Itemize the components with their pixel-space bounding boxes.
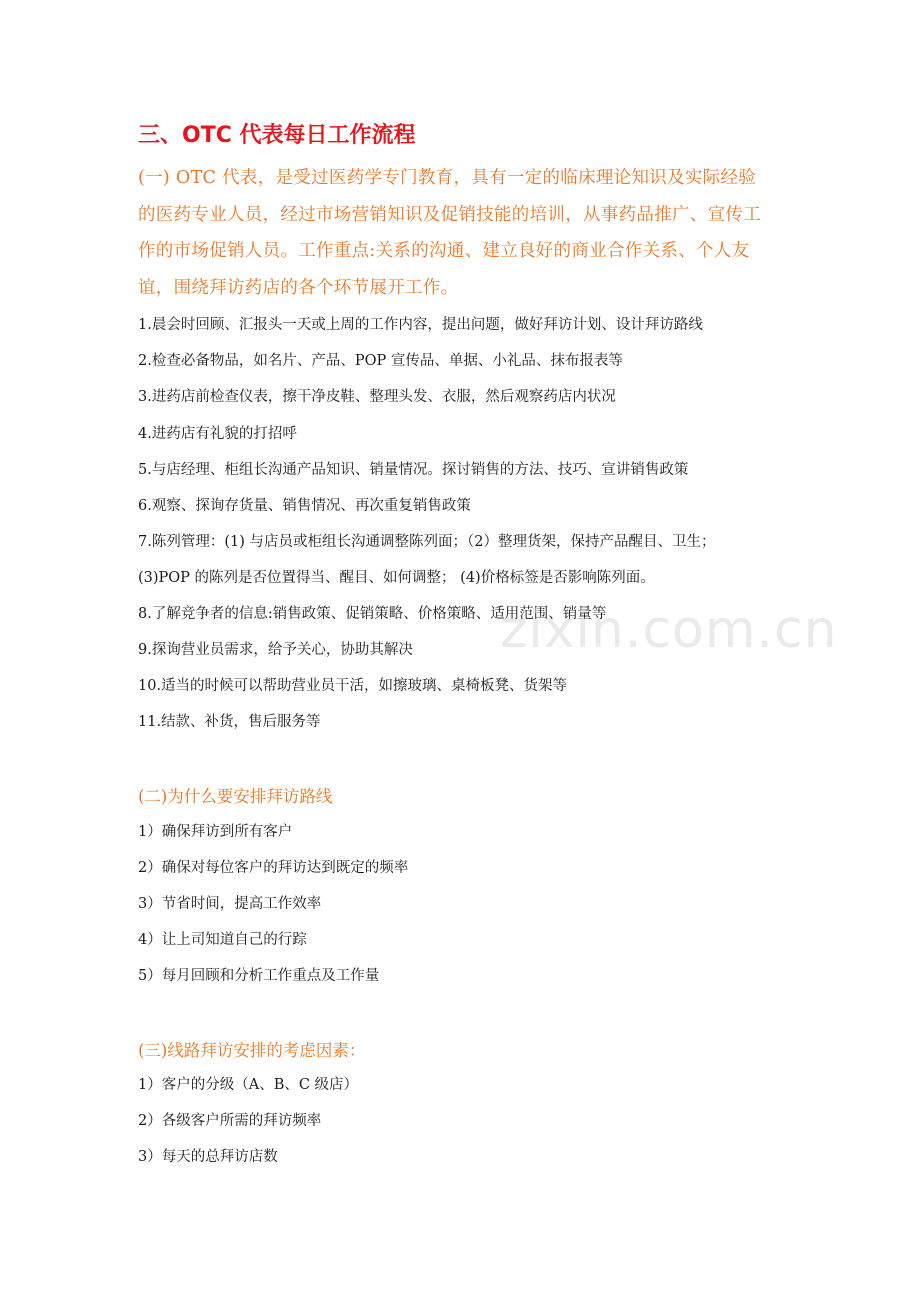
daily-item: (3)POP 的陈列是否位置得当、醒目、如何调整； (4)价格标签是否影响陈列面。 xyxy=(138,570,655,586)
list-item: 4）让上司知道自己的行踪 xyxy=(138,932,307,948)
daily-item: 2.检查必备物品，如名片、产品、POP 宣传品、单据、小礼品、抹布报表等 xyxy=(138,353,623,369)
list-item: 5）每月回顾和分析工作重点及工作量 xyxy=(138,968,380,984)
daily-item: 4.进药店有礼貌的打招呼 xyxy=(138,426,297,442)
watermark-text: zixin.com.cn xyxy=(500,600,838,660)
daily-item: 10.适当的时候可以帮助营业员干活，如擦玻璃、桌椅板凳、货架等 xyxy=(138,678,568,694)
daily-item: 7.陈列管理：(1) 与店员或柜组长沟通调整陈列面；（2）整理货架，保持产品醒目、卫生； xyxy=(138,534,716,550)
list-item: 3）节省时间，提高工作效率 xyxy=(138,896,322,912)
list-item: 2）各级客户所需的拜访频率 xyxy=(138,1113,322,1129)
daily-item: 8.了解竞争者的信息:销售政策、促销策略、价格策略、适用范围、销量等 xyxy=(138,606,607,622)
list-item: 1）确保拜访到所有客户 xyxy=(138,824,293,840)
intro-paragraph xyxy=(138,160,786,306)
daily-item: 3.进药店前检查仪表，擦干净皮鞋、整理头发、衣服，然后观察药店内状况 xyxy=(138,389,616,405)
page-title: 三、OTC 代表每日工作流程 xyxy=(138,123,416,148)
intro-line: 的医药专业人员，经过市场营销知识及促销技能的培训，从事药品推广、宣传工 xyxy=(138,204,761,225)
intro-line: 作的市场促销人员。工作重点:关系的沟通、建立良好的商业合作关系、个人友 xyxy=(138,241,750,261)
section-heading-route-factors: (三)线路拜访安排的考虑因素： xyxy=(138,1041,366,1060)
list-item: 2）确保对每位客户的拜访达到既定的频率 xyxy=(138,860,409,876)
list-item: 3）每天的总拜访店数 xyxy=(138,1149,278,1165)
daily-item: 1.晨会时回顾、汇报头一天或上周的工作内容，提出问题，做好拜访计划、设计拜访路线 xyxy=(138,317,703,333)
daily-item: 5.与店经理、柜组长沟通产品知识、销量情况。探讨销售的方法、技巧、宣讲销售政策 xyxy=(138,462,689,478)
section-heading-route-reasons: (二)为什么要安排拜访路线 xyxy=(138,787,333,806)
daily-item: 6.观察、探询存货量、销售情况、再次重复销售政策 xyxy=(138,498,471,514)
daily-item: 11.结款、补货，售后服务等 xyxy=(138,714,321,730)
daily-item: 9.探询营业员需求，给予关心，协助其解决 xyxy=(138,642,413,658)
list-item: 1）客户的分级（A、B、C 级店） xyxy=(138,1077,359,1093)
intro-line: 谊，围绕拜访药店的各个环节展开工作。 xyxy=(138,277,459,298)
intro-line: (一) OTC 代表，是受过医药学专门教育，具有一定的临床理论知识及实际经验 xyxy=(138,168,757,188)
